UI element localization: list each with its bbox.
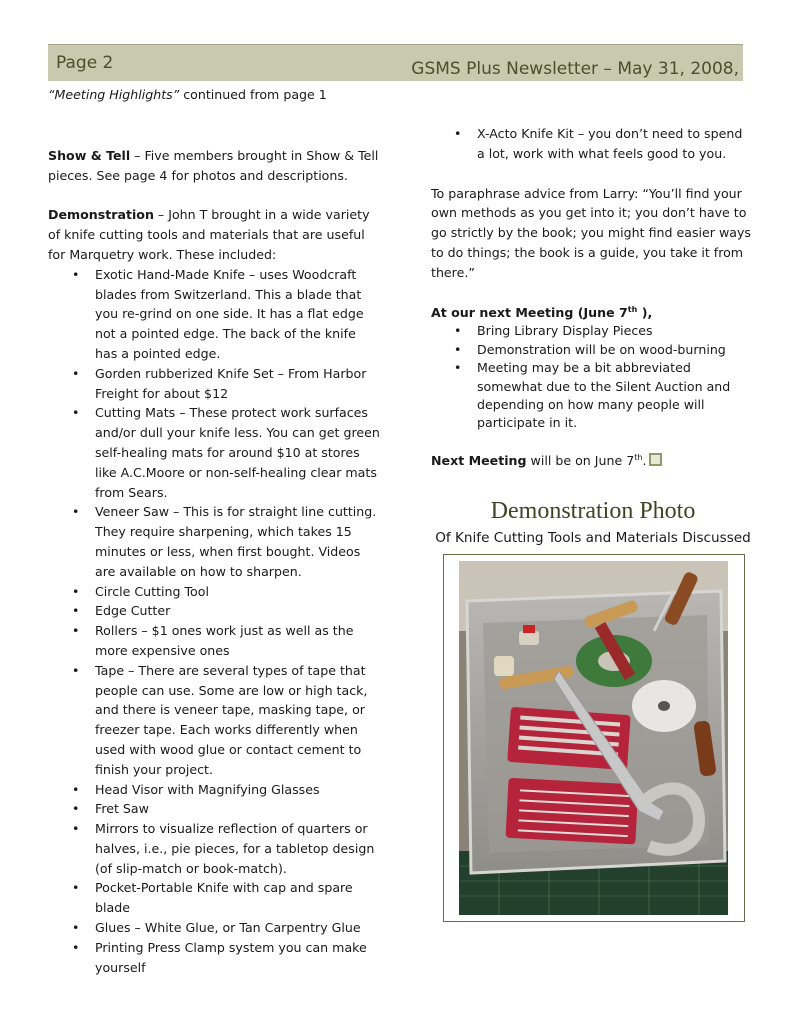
next-meeting-list-item [454, 341, 751, 359]
bullet-icon: • [72, 623, 80, 639]
next-meeting-end: . [642, 452, 647, 468]
demonstration-list-item-text: Mirrors to visualize reflection of quarters or halves, i.e., pie pieces, for a tabletop design (of slip-match or book-match). [95, 821, 375, 876]
bullet-icon: • [72, 504, 80, 520]
demonstration-list-item-text: Cutting Mats – These protect work surfaces and/or dull your knife less. You can get green self-healing mats for around $10 at stores like A.C.Moore or non-self-healing clear mats from Sears. [95, 405, 380, 500]
demonstration-list-item [72, 502, 380, 581]
demonstration-list-item-text: Exotic Hand-Made Knife – uses Woodcraft blades from Switzerland. This a blade that you re-grind on one side. It has a flat edge not a pointed edge. The back of the knife has a pointed edge. [95, 266, 364, 361]
next-meeting-list-item-text: Demonstration will be on wood-burning [477, 341, 726, 357]
demonstration-list-item [72, 819, 380, 878]
bullet-icon: • [72, 365, 80, 381]
photo-title: Demonstration Photo [490, 498, 696, 524]
demonstration-list-item-text: Rollers – $1 ones work just as well as the more expensive ones [95, 623, 354, 658]
demonstration-list-item-text: Glues – White Glue, or Tan Carpentry Glue [95, 920, 361, 936]
bullet-icon: • [72, 920, 80, 936]
next-meeting-list [454, 322, 751, 432]
demonstration-label: Demonstration [48, 207, 154, 223]
demonstration-list-item [72, 918, 380, 938]
show-tell-paragraph [48, 146, 380, 186]
newsletter-title: GSMS Plus Newsletter – May 31, 2008, [411, 59, 739, 79]
bullet-icon: • [454, 126, 462, 141]
next-meeting-list-item-text: Meeting may be a bit abbreviated somewhat due to the Silent Auction and depending on how many people will participate in it. [477, 360, 731, 431]
left-column [48, 146, 380, 977]
bullet-icon: • [72, 801, 80, 817]
page-header [48, 44, 743, 81]
demonstration-list-item [72, 403, 380, 502]
demonstration-paragraph [48, 205, 380, 264]
end-square-icon [649, 453, 662, 466]
demonstration-text: – John T brought in a wide variety of knife cutting tools and materials that are useful for Marquetry work. These included: [48, 207, 370, 262]
continued-title: “Meeting Highlights” [48, 87, 180, 102]
next-meeting-label: Next Meeting [431, 452, 527, 468]
next-meeting-heading-sup: th [627, 304, 638, 314]
next-meeting-list-item-text: Bring Library Display Pieces [477, 323, 653, 339]
bullet-icon: • [454, 341, 462, 357]
show-tell-text: – Five members brought in Show & Tell pieces. See page 4 for photos and descriptions. [48, 148, 379, 183]
demonstration-list-item-text: Tape – There are several types of tape that people can use. Some are low or high tack, and there is veneer tape, masking tape, or freezer tape. Each works differently when used with wood glue or contact cement to finish your project. [95, 662, 368, 777]
bullet-icon: • [72, 662, 80, 678]
demonstration-list-item [72, 621, 380, 661]
bullet-icon: • [72, 880, 80, 896]
bullet-icon: • [72, 266, 80, 282]
photo-subtitle: Of Knife Cutting Tools and Materials Discussed [435, 530, 751, 546]
demonstration-list [72, 265, 380, 978]
bullet-icon: • [72, 939, 80, 955]
demonstration-list-item-text: Veneer Saw – This is for straight line cutting. They require sharpening, which takes 15 minutes or less, when first bought. Videos are available on how to sharpen. [95, 504, 377, 579]
demonstration-list-item [72, 938, 380, 978]
demonstration-list-item [72, 265, 380, 364]
demonstration-list-item-text: Printing Press Clamp system you can make yourself [95, 939, 367, 975]
bullet-icon: • [454, 323, 462, 339]
demonstration-list-item-text: Circle Cutting Tool [95, 583, 209, 599]
next-meeting-paragraph [431, 451, 751, 471]
continued-note [48, 87, 327, 102]
bullet-icon: • [72, 781, 80, 797]
demonstration-list-item [72, 780, 380, 800]
demonstration-list-item-text: Gorden rubberized Knife Set – From Harbor Freight for about $12 [95, 365, 367, 401]
demonstration-list-continued [454, 124, 751, 164]
show-tell-label: Show & Tell [48, 148, 131, 163]
page-number: Page 2 [56, 53, 114, 73]
next-meeting-list-item [454, 359, 751, 433]
demonstration-list-item-text: X-Acto Knife Kit – you don’t need to spend a lot, work with what feels good to you. [477, 126, 743, 161]
continued-text: continued from page 1 [179, 87, 327, 102]
next-meeting-text: will be on June 7 [526, 452, 635, 468]
demonstration-list-item-text: Pocket-Portable Knife with cap and spare blade [95, 880, 353, 916]
next-meeting-heading-end: ), [637, 304, 653, 320]
demonstration-list-item-text: Fret Saw [95, 801, 149, 817]
next-meeting-heading-text: At our next Meeting (June 7 [431, 304, 628, 320]
next-meeting-sup: th [634, 452, 643, 462]
bullet-icon: • [72, 405, 80, 421]
next-meeting-heading [431, 303, 751, 323]
demonstration-list-item [72, 661, 380, 780]
demonstration-list-item [454, 124, 751, 164]
demonstration-photo [459, 561, 728, 915]
demonstration-list-item [72, 878, 380, 918]
advice-paragraph: To paraphrase advice from Larry: “You’ll find your own methods as you get into it; you don’t have to go strictly by the book; you might find easier ways to do things; the book is a guide, you take it from there.” [431, 185, 751, 280]
bullet-icon: • [72, 583, 80, 599]
demonstration-list-item [72, 601, 380, 621]
bullet-icon: • [454, 360, 462, 376]
next-meeting-list-item [454, 322, 751, 340]
bullet-icon: • [72, 603, 80, 619]
demonstration-list-item [72, 799, 380, 819]
demonstration-list-item-text: Edge Cutter [95, 603, 171, 619]
demonstration-list-item [72, 364, 380, 404]
demonstration-list-item-text: Head Visor with Magnifying Glasses [95, 781, 320, 797]
right-column [431, 124, 751, 471]
demonstration-list-item [72, 582, 380, 602]
bullet-icon: • [72, 821, 80, 837]
